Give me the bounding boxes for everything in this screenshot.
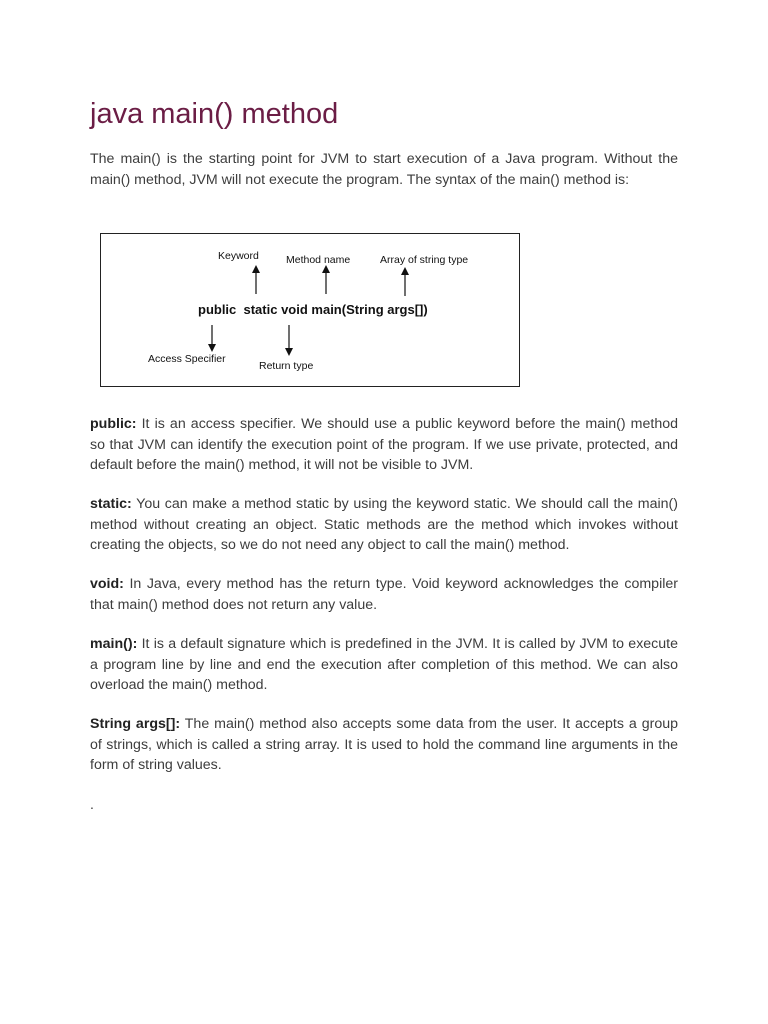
section-void bbox=[90, 574, 678, 615]
trailing-dot: . bbox=[90, 796, 94, 812]
section-static bbox=[90, 494, 678, 556]
label-access-specifier: Access Specifier bbox=[148, 353, 226, 365]
label-keyword: Keyword bbox=[218, 250, 259, 262]
section-text: The main() method also accepts some data from the user. It accepts a group of strings, which is called a string array. It is used to hold the command line arguments in the form of string values. bbox=[90, 716, 678, 774]
section-term: static: bbox=[90, 496, 132, 512]
label-return-type: Return type bbox=[259, 360, 314, 372]
syntax-diagram bbox=[100, 233, 520, 387]
section-term: public: bbox=[90, 416, 137, 432]
page-title: java main() method bbox=[90, 98, 339, 130]
section-main bbox=[90, 634, 678, 696]
section-text: It is a default signature which is predefined in the JVM. It is called by JVM to execute a program line by line and end the execution after completion of this method. We can also overload the main() method. bbox=[90, 636, 678, 694]
syntax-diagram-graphic bbox=[101, 234, 521, 388]
section-text: It is an access specifier. We should use a public keyword before the main() method so that JVM can identify the execution point of the program. If we use private, protected, and default before the main() method, it will not be visible to JVM. bbox=[90, 416, 678, 474]
section-string-args bbox=[90, 714, 678, 776]
section-text: You can make a method static by using the keyword static. We should call the main() method without creating an object. Static methods are the method which invokes without creating the objects, so we do not need any object to call the main() method. bbox=[90, 496, 678, 554]
syntax-line: public static void main(String args[]) bbox=[198, 302, 428, 317]
section-term: main(): bbox=[90, 636, 138, 652]
label-array-type: Array of string type bbox=[380, 254, 469, 266]
section-term: void: bbox=[90, 576, 124, 592]
section-term: String args[]: bbox=[90, 716, 181, 732]
section-text: In Java, every method has the return type. Void keyword acknowledges the compiler that main() method does not return any value. bbox=[90, 576, 678, 613]
intro-paragraph: The main() is the starting point for JVM to start execution of a Java program. Without the main() method, JVM will not execute the program. The syntax of the main() method is: bbox=[90, 151, 678, 188]
label-method-name: Method name bbox=[286, 254, 351, 266]
section-public bbox=[90, 414, 678, 476]
